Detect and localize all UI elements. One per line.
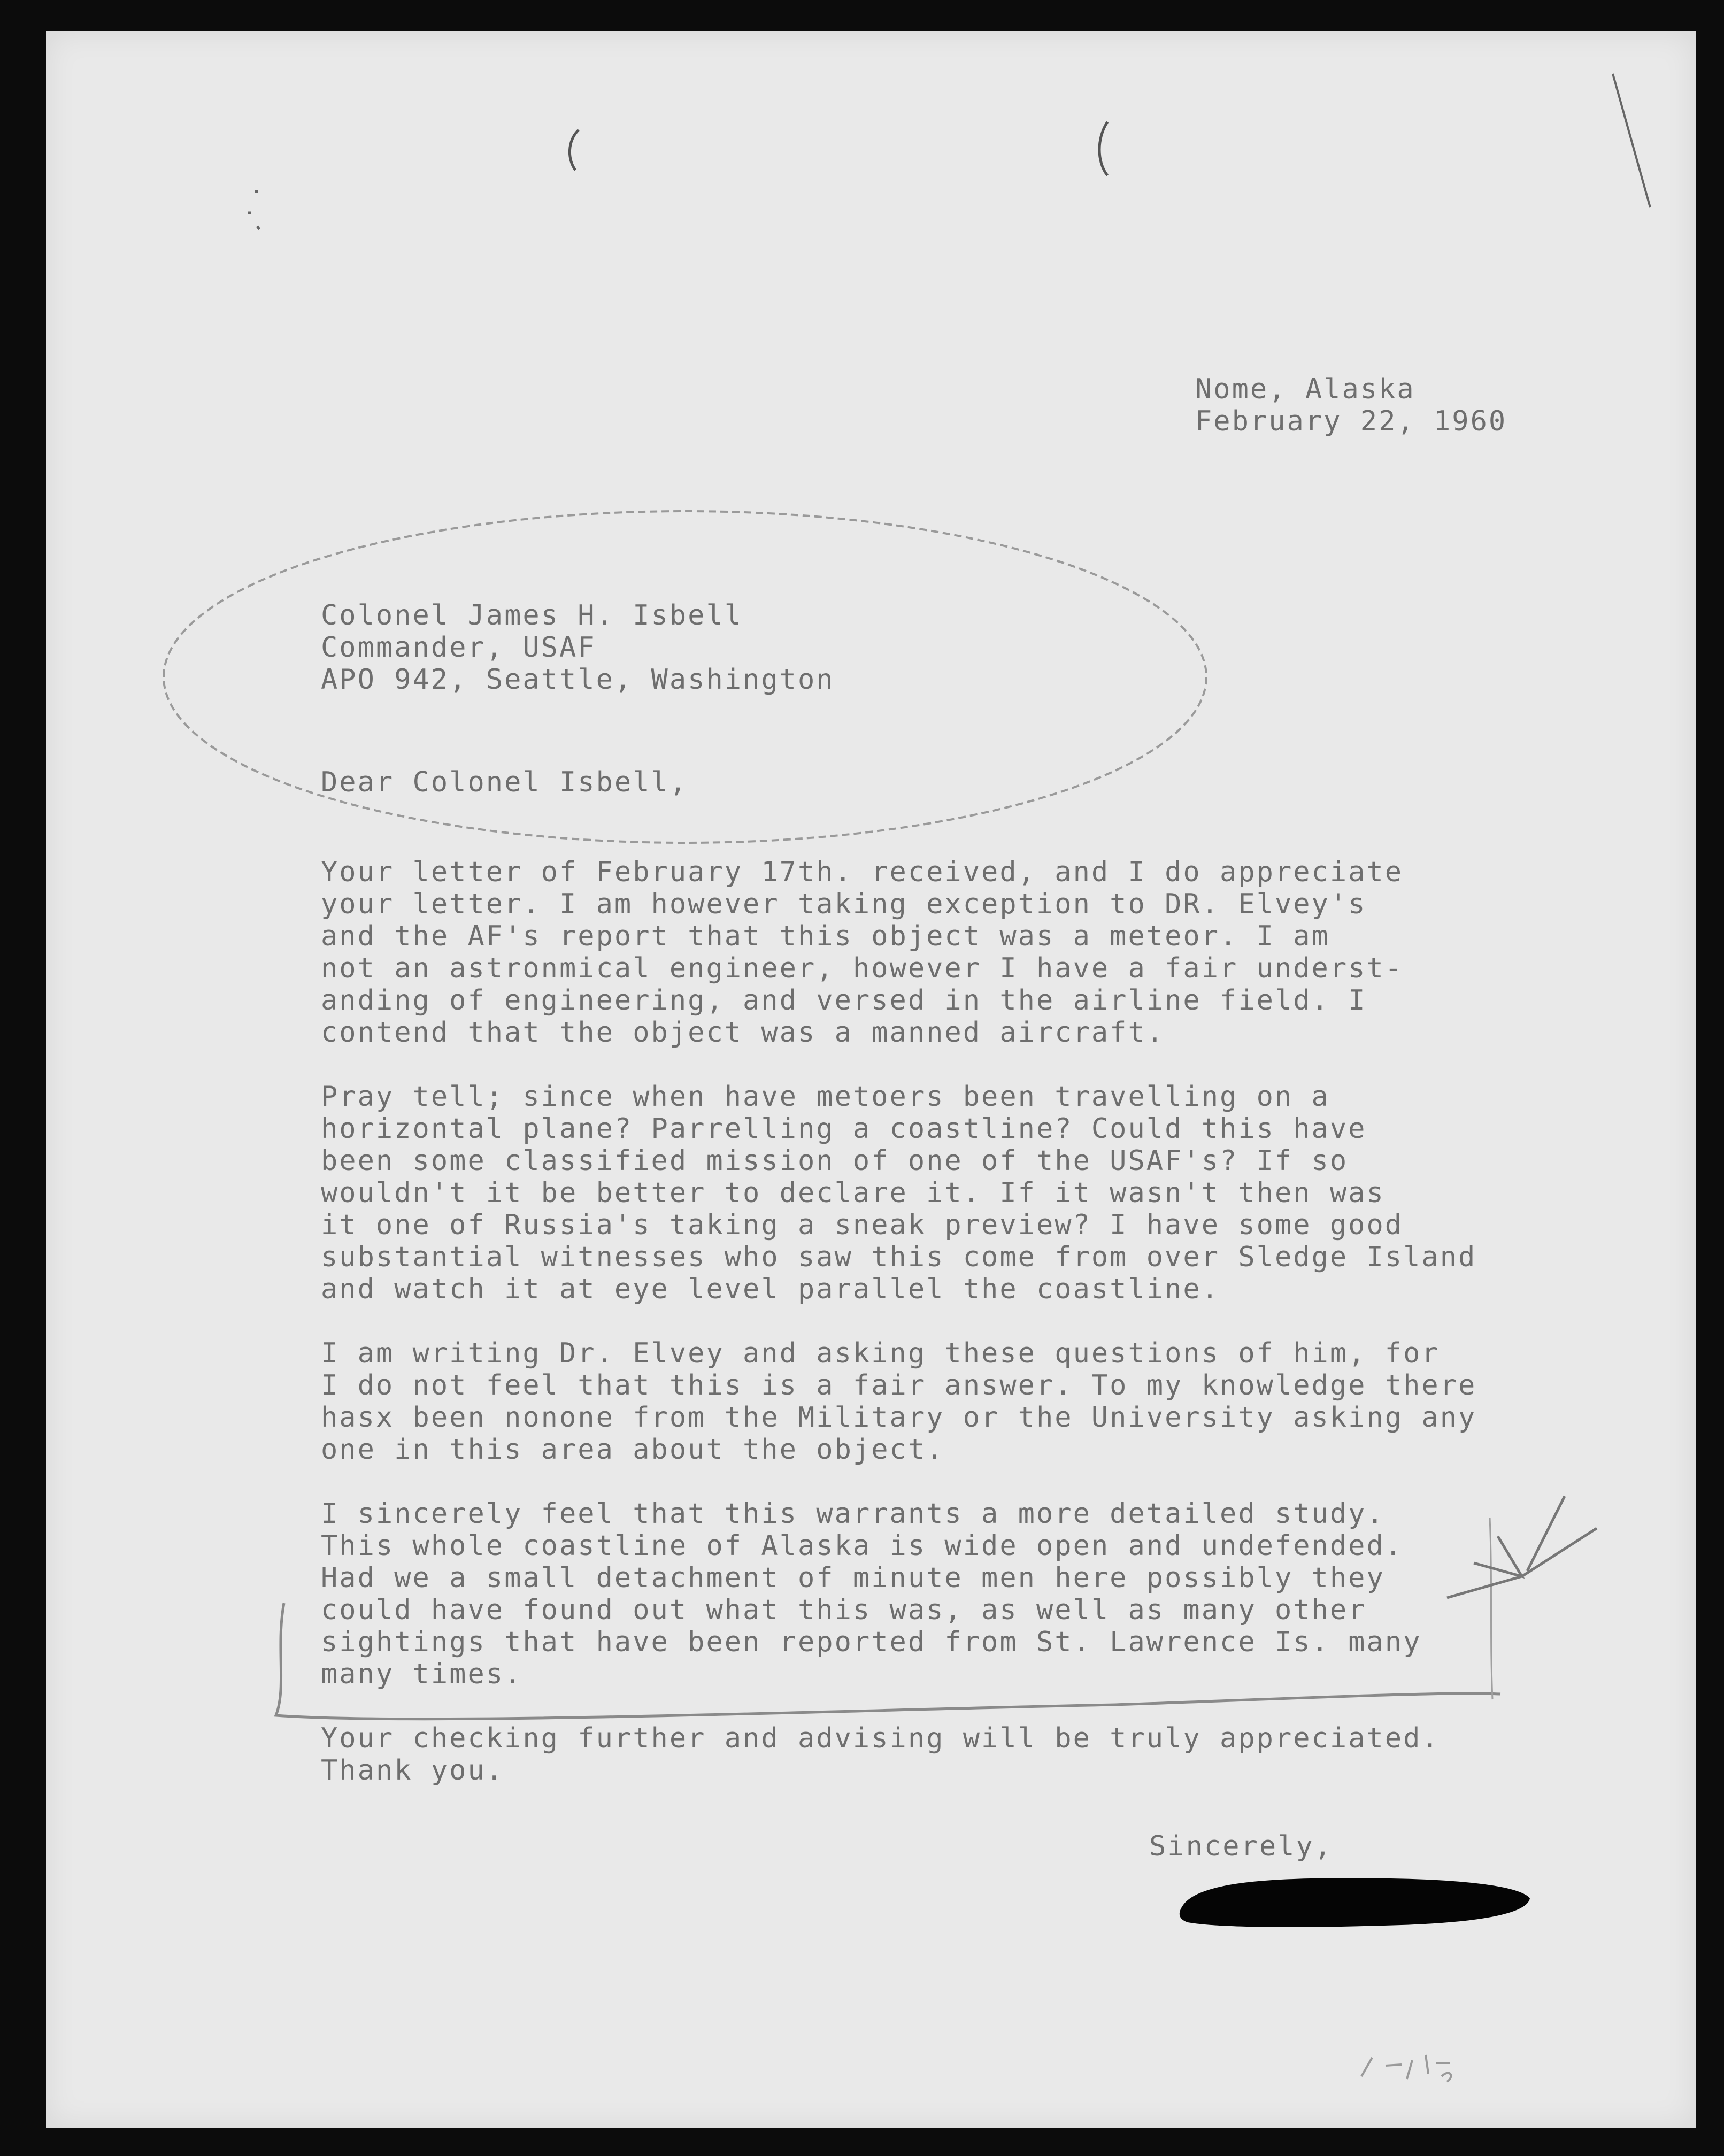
paragraph-line: I sincerely feel that this warrants a more detailed study.: [321, 1498, 1385, 1530]
paragraph-line: not an astronmical engineer, however I have a fair underst-: [321, 952, 1404, 984]
paragraph-line: could have found out what this was, as well as many other: [321, 1594, 1367, 1626]
recipient-address: APO 942, Seattle, Washington: [321, 664, 835, 696]
handwritten-mark-icon: [1356, 2044, 1463, 2087]
paragraph-line: substantial witnesses who saw this come from over Sledge Island: [321, 1241, 1477, 1273]
paragraph-2: [321, 1081, 1476, 1305]
recipient-title: Commander, USAF: [321, 632, 596, 664]
paragraph-line: wouldn't it be better to declare it. If it wasn't then was: [321, 1177, 1385, 1209]
place-line: Nome, Alaska: [1195, 373, 1415, 405]
paragraph-3: [321, 1337, 1476, 1466]
paragraph-line: Had we a small detachment of minute men here possibly they: [321, 1562, 1385, 1594]
paragraph-line: and watch it at eye level parallel the coastline.: [321, 1273, 1220, 1305]
salutation: Dear Colonel Isbell,: [321, 766, 688, 798]
paragraph-line: Thank you.: [321, 1754, 505, 1787]
paragraph-line: I do not feel that this is a fair answer. To my knowledge there: [321, 1369, 1477, 1402]
paragraph-line: your letter. I am however taking exception to DR. Elvey's: [321, 888, 1367, 920]
paragraph-line: Your letter of February 17th. received, and I do appreciate: [321, 856, 1404, 888]
paragraph-line: I am writing Dr. Elvey and asking these questions of him, for: [321, 1337, 1440, 1369]
paragraph-line: many times.: [321, 1658, 523, 1690]
paragraph-line: This whole coastline of Alaska is wide open and undefended.: [321, 1530, 1404, 1562]
handwritten-page-mark: [1356, 2044, 1463, 2087]
paragraph-line: anding of engineering, and versed in the airline field. I: [321, 984, 1367, 1017]
closing: Sincerely,: [1149, 1830, 1333, 1862]
paragraph-5: [321, 1722, 1476, 1787]
paragraph-line: sightings that have been reported from St. Lawrence Is. many: [321, 1626, 1422, 1658]
paragraph-1: [321, 856, 1476, 1049]
paragraph-line: Pray tell; since when have metoers been travelling on a: [321, 1081, 1330, 1113]
top-mark-left-icon: [569, 130, 579, 170]
paragraph-line: and the AF's report that this object was a meteor. I am: [321, 920, 1330, 952]
paragraph-line: contend that the object was a manned aircraft.: [321, 1017, 1165, 1049]
margin-scribble-icon: [248, 191, 259, 229]
recipient-name: Colonel James H. Isbell: [321, 599, 743, 632]
paragraph-line: hasx been nonone from the Military or the University asking any: [321, 1402, 1477, 1434]
paragraph-line: horizontal plane? Parrelling a coastline? Could this have: [321, 1113, 1367, 1145]
recipient-address-block: [321, 599, 835, 696]
paragraph-line: been some classified mission of one of the USAF's? If so: [321, 1145, 1349, 1177]
dateline: [1195, 373, 1507, 437]
paragraph-line: it one of Russia's taking a sneak preview? I have some good: [321, 1209, 1404, 1241]
paragraph-line: Your checking further and advising will be truly appreciated.: [321, 1722, 1440, 1754]
top-mark-right-icon: [1099, 122, 1107, 175]
date-line: February 22, 1960: [1195, 405, 1507, 437]
paragraph-line: one in this area about the object.: [321, 1434, 945, 1466]
paragraph-4: [321, 1498, 1476, 1690]
letter-page: [46, 31, 1696, 2128]
signature-redaction: [1177, 1869, 1533, 1933]
letter-body: [321, 856, 1476, 1787]
bracket-right-edge: [1490, 1518, 1492, 1699]
margin-tick-icon: [1613, 74, 1650, 207]
